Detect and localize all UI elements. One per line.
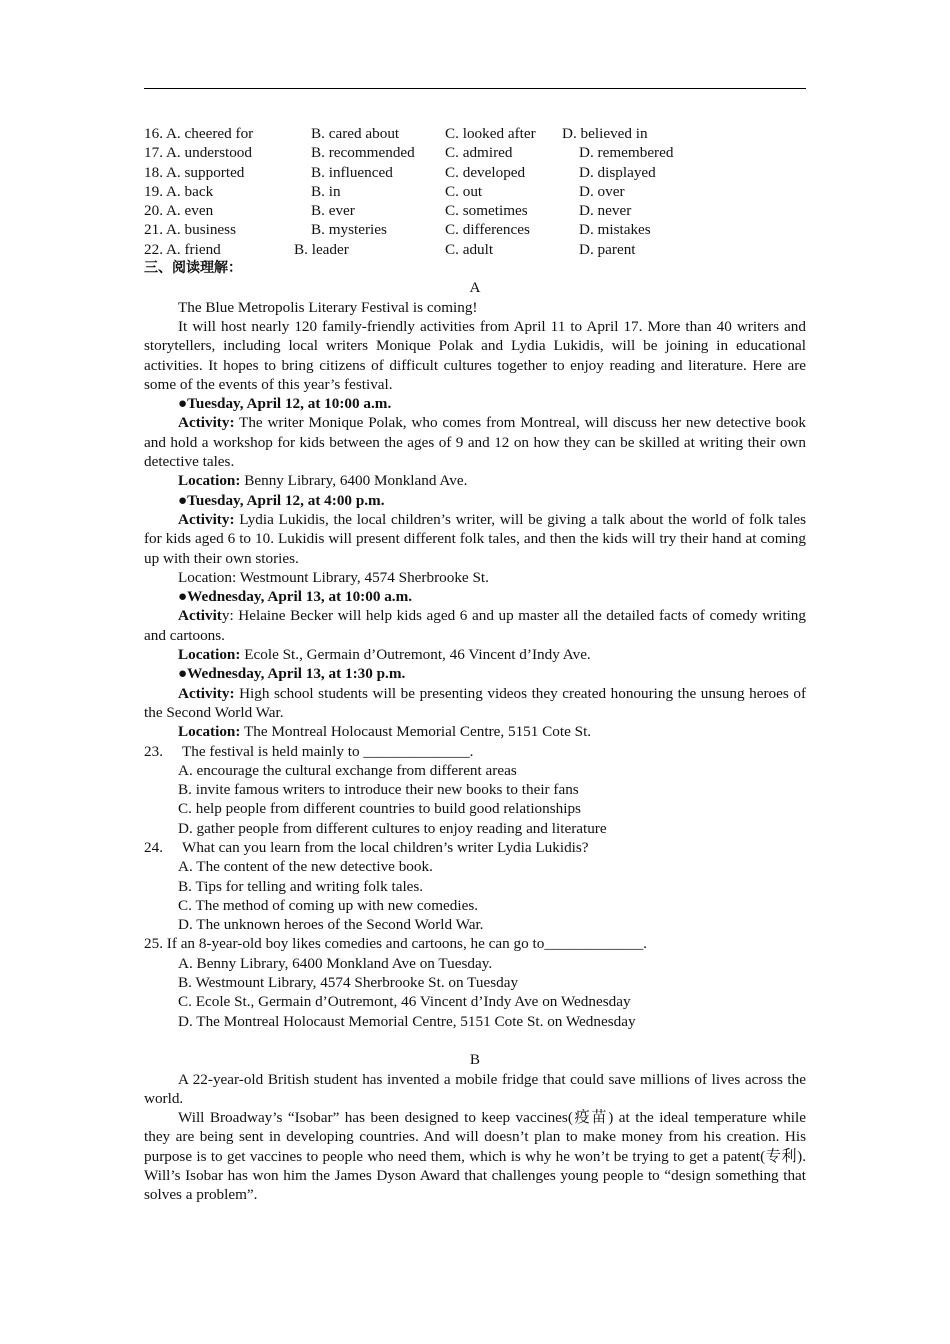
- option-d: D. over: [579, 182, 625, 200]
- activity-text: The writer Monique Polak, who comes from Montreal, will discuss her new detective book and hold a workshop for kids between the ages of 9 and 12 on how they can be skilled at writing their own detective tales.: [144, 414, 806, 471]
- activity-label: Activity:: [178, 510, 235, 528]
- passage-a: [144, 278, 806, 1031]
- cloze-row-19: [144, 182, 806, 201]
- question-stem: [144, 742, 806, 761]
- passage-paragraph: Will Broadway’s “Isobar” has been designed to keep vaccines(疫苗) at the ideal temperature while they are being sent in developing countries. And will doesn’t plan to make money from his creation. His purpose is to get vaccines to people who need them, which is why he won’t be trying to get a patent(专利). Will’s Isobar has won him the James Dyson Award that challenges young people to “design something that solves a problem”.: [144, 1109, 806, 1204]
- spacer: [144, 1031, 806, 1050]
- option-c: C. out: [445, 182, 483, 200]
- activity-text: y: Helaine Becker will help kids aged 6 and up master all the detailed facts of comedy writing and cartoons.: [144, 607, 806, 644]
- cloze-row-16: [144, 124, 806, 143]
- event-time-text: ●Wednesday, April 13, at 10:00 a.m.: [178, 588, 413, 606]
- event-time: [144, 587, 806, 606]
- answer-option-c: C. Ecole St., Germain d’Outremont, 46 Vincent d’Indy Ave on Wednesday: [178, 993, 631, 1011]
- event-activity: [144, 413, 806, 471]
- option-a: 21. A. business: [144, 221, 236, 239]
- event-activity: [144, 510, 806, 568]
- option-d: D. mistakes: [579, 221, 651, 239]
- passage-intro: The Blue Metropolis Literary Festival is coming!: [178, 298, 478, 316]
- location-label: Location:: [178, 568, 237, 586]
- option-d: D. remembered: [579, 144, 674, 162]
- answer-option-b: B. invite famous writers to introduce their new books to their fans: [178, 781, 579, 799]
- passage-paragraph: It will host nearly 120 family-friendly activities from April 11 to April 17. More than 40 writers and storytellers, including local writers Monique Polak and Lydia Lukidis, will be joining in educational activities. It hopes to bring citizens of difficult cultures together to enjoy reading and literature. Here are some of the events of this year’s festival.: [144, 317, 806, 393]
- option-d: D. displayed: [579, 163, 656, 181]
- cloze-row-18: [144, 163, 806, 182]
- answer-option-a: A. The content of the new detective book.: [178, 858, 433, 876]
- option-b: B. leader: [294, 240, 349, 258]
- option-c: C. differences: [445, 221, 530, 239]
- question-text: The festival is held mainly to ______________.: [182, 742, 474, 760]
- event-location: [144, 568, 806, 587]
- question-24: [144, 838, 806, 934]
- header-rule: [144, 88, 806, 89]
- option-a: 16. A. cheered for: [144, 125, 254, 142]
- location-text: The Montreal Holocaust Memorial Centre, 5151 Cote St.: [240, 723, 592, 741]
- passage-label: A: [469, 279, 481, 297]
- option-a: 18. A. supported: [144, 163, 245, 181]
- option-c: C. developed: [445, 163, 526, 181]
- answer-option-c: C. The method of coming up with new comedies.: [178, 896, 479, 914]
- cloze-row-21: [144, 220, 806, 239]
- event-time: [144, 491, 806, 510]
- option-c: C. admired: [445, 144, 513, 162]
- event-activity: [144, 684, 806, 723]
- question-number: 23.: [144, 742, 163, 760]
- option-b: B. mysteries: [311, 221, 387, 239]
- option-b: B. cared about: [311, 125, 400, 142]
- question-stem: [144, 838, 806, 857]
- section-title: 三、阅读理解：: [144, 260, 242, 277]
- answer-option-d: D. gather people from different cultures to enjoy reading and literature: [178, 819, 607, 837]
- event-time-text: ●Tuesday, April 12, at 4:00 p.m.: [178, 491, 385, 509]
- option-c: C. looked after: [445, 125, 536, 142]
- activity-label: Activity:: [178, 414, 235, 432]
- cloze-row-20: [144, 201, 806, 220]
- question-number: 24.: [144, 838, 163, 856]
- answer-option-a: A. Benny Library, 6400 Monkland Ave on Tuesday.: [178, 954, 493, 972]
- exam-page: [144, 124, 806, 1205]
- option-a: 22. A. friend: [144, 240, 221, 258]
- event-location: [144, 722, 806, 741]
- question-25: [144, 934, 806, 1030]
- answer-option-c: C. help people from different countries to build good relationships: [178, 800, 581, 818]
- option-b: B. recommended: [311, 144, 415, 162]
- activity-text: High school students will be presenting videos they created honouring the unsung heroes of the Second World War.: [144, 684, 806, 721]
- option-a: 20. A. even: [144, 202, 214, 220]
- event-time-text: ●Tuesday, April 12, at 10:00 a.m.: [178, 395, 392, 413]
- option-c: C. sometimes: [445, 202, 528, 220]
- option-b: B. in: [311, 182, 341, 200]
- location-label: Location:: [178, 646, 241, 664]
- answer-option-a: A. encourage the cultural exchange from different areas: [178, 761, 517, 779]
- activity-text: Lydia Lukidis, the local children’s writer, will be giving a talk about the world of folk tales for kids aged 6 to 10. Lukidis will present different folk tales, and then the kids will try their hand at coming up with their own stories.: [144, 510, 806, 567]
- location-text: Westmount Library, 4574 Sherbrooke St.: [236, 568, 489, 586]
- question-text: What can you learn from the local children’s writer Lydia Lukidis?: [182, 838, 589, 856]
- option-d: D. parent: [579, 240, 636, 258]
- option-b: B. ever: [311, 202, 355, 220]
- event-location: [144, 471, 806, 490]
- location-text: Benny Library, 6400 Monkland Ave.: [240, 472, 468, 490]
- question-number: 25.: [144, 935, 163, 953]
- passage-label: B: [469, 1051, 481, 1069]
- event-activity: [144, 606, 806, 645]
- question-23: [144, 742, 806, 838]
- question-stem: [144, 934, 806, 953]
- event-time-text: ●Wednesday, April 13, at 1:30 p.m.: [178, 665, 406, 683]
- location-label: Location:: [178, 723, 241, 741]
- passage-b: [144, 1050, 806, 1204]
- option-b: B. influenced: [311, 163, 393, 181]
- option-a: 17. A. understood: [144, 144, 252, 162]
- option-c: C. adult: [445, 240, 494, 258]
- activity-label: Activity:: [178, 684, 235, 702]
- answer-option-b: B. Tips for telling and writing folk tales.: [178, 877, 424, 895]
- answer-option-d: D. The unknown heroes of the Second World War.: [178, 916, 484, 934]
- location-text: Ecole St., Germain d’Outremont, 46 Vincent d’Indy Ave.: [240, 646, 591, 664]
- answer-option-b: B. Westmount Library, 4574 Sherbrooke St. on Tuesday: [178, 974, 519, 992]
- event-time: [144, 664, 806, 683]
- cloze-row-22: [144, 240, 806, 259]
- option-a: 19. A. back: [144, 182, 214, 200]
- answer-option-d: D. The Montreal Holocaust Memorial Centre, 5151 Cote St. on Wednesday: [178, 1012, 636, 1030]
- activity-label: Activit: [178, 607, 222, 625]
- cloze-row-17: [144, 143, 806, 162]
- location-label: Location:: [178, 472, 241, 490]
- passage-paragraph: A 22-year-old British student has invented a mobile fridge that could save millions of lives across the world.: [144, 1070, 806, 1107]
- question-text: If an 8-year-old boy likes comedies and cartoons, he can go to_____________.: [166, 935, 647, 953]
- cloze-options: [144, 124, 806, 259]
- option-d: D. believed in: [562, 125, 648, 142]
- event-location: [144, 645, 806, 664]
- event-time: [144, 394, 806, 413]
- option-d: D. never: [579, 202, 632, 220]
